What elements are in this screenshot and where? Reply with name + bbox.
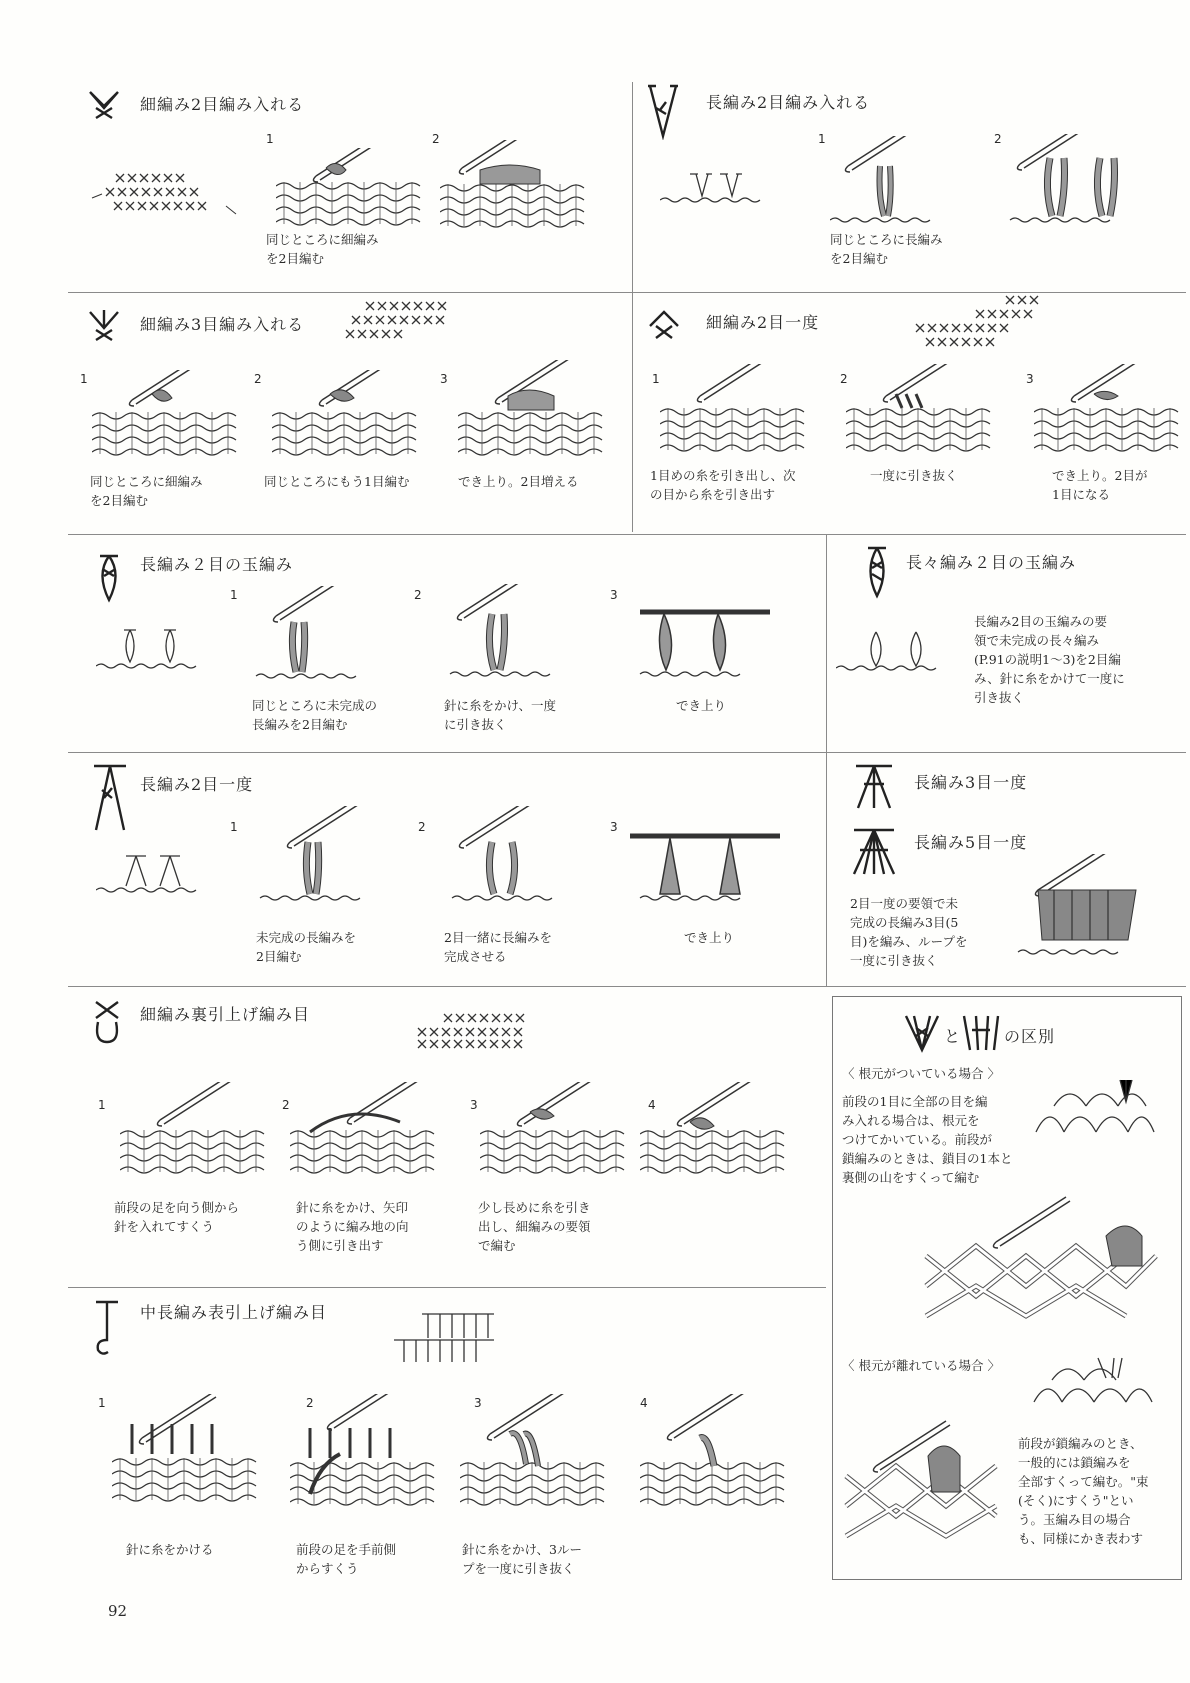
symbol-chart xyxy=(340,296,480,356)
step-illustration xyxy=(836,1416,1026,1560)
symbol-chart xyxy=(392,1004,552,1058)
step-caption: 少し長めに糸を引き 出し、細編みの要領 で編む xyxy=(478,1200,591,1253)
section-text: 2目一度の要領で未 完成の長編み3目(5 目)を編み、ループを 一度に引き抜く xyxy=(850,896,968,968)
step-caption: でき上り xyxy=(676,698,727,713)
step-caption: 同じところに細編み を2目編む xyxy=(266,232,379,266)
step-number: 2 xyxy=(432,132,440,146)
step-caption: 同じところにもう1目編む xyxy=(264,474,410,489)
step-caption: 同じところに細編み を2目編む xyxy=(90,474,203,508)
symbol-chart xyxy=(90,168,240,232)
section-text: 長編み2目の玉編みの要 領で未完成の長々編み (P.91の説明1～3)を2目編 み、針に糸をかけて一度に 引き抜く xyxy=(974,614,1125,705)
section-title: 長々編み２目の玉編み xyxy=(906,553,1077,572)
step-number: 3 xyxy=(474,1396,482,1410)
step-illustration xyxy=(1000,134,1170,238)
step-number: 1 xyxy=(230,588,238,602)
symbol-chart xyxy=(96,848,206,900)
step-caption: 針に糸をかけ、一度 に引き抜く xyxy=(444,698,557,732)
section-title: 長編み3目一度 xyxy=(914,773,1028,792)
sc-3-inc-symbol xyxy=(86,306,122,348)
step-caption: 未完成の長編みを 2目編む xyxy=(256,930,357,964)
section-text: 前段が鎖編みのとき、 一般的には鎖編みを 全部すくって編む。"束 (そく)にすくう"とい う。玉編み目の場合 も、同様にかき表わす xyxy=(1018,1436,1149,1546)
section-title: の区別 xyxy=(1004,1027,1056,1046)
step-caption: 針に糸をかける xyxy=(126,1542,214,1557)
symbol-chart xyxy=(836,626,946,678)
symbol-chart xyxy=(660,166,770,210)
tr-2-cluster-symbol xyxy=(862,540,892,604)
section-title: 長編み5目一度 xyxy=(914,833,1028,852)
step-number: 2 xyxy=(840,372,848,386)
step-number: 1 xyxy=(98,1396,106,1410)
step-illustration xyxy=(1008,854,1178,968)
step-illustration xyxy=(92,370,242,464)
section-title: 細編み2目一度 xyxy=(706,313,820,332)
step-number: 2 xyxy=(414,588,422,602)
section-title: 長編み2目一度 xyxy=(140,775,254,794)
section-title: 細編み2目編み入れる xyxy=(140,95,305,114)
section-text: 前段の1目に全部の目を編 み入れる場合は、根元を つけてかいている。前段が 鎖編みのときは、鎖目の1本と 裏側の山をすくって編む xyxy=(842,1094,1013,1185)
step-caption: 同じところに長編み を2目編む xyxy=(830,232,943,266)
step-number: 3 xyxy=(610,820,618,834)
step-number: 1 xyxy=(80,372,88,386)
step-caption: 前段の足を向う側から 針を入れてすくう xyxy=(114,1200,240,1234)
step-number: 2 xyxy=(418,820,426,834)
step-number: 3 xyxy=(1026,372,1034,386)
step-illustration xyxy=(290,1394,440,1528)
step-illustration xyxy=(640,1394,810,1528)
step-illustration xyxy=(630,584,780,688)
symbol-chart xyxy=(384,1310,504,1370)
dc-3-tog-symbol xyxy=(852,760,896,818)
step-illustration xyxy=(460,1394,620,1528)
hdc-front-post-symbol xyxy=(92,1296,122,1362)
step-illustration xyxy=(120,1082,270,1181)
subheading: 〈 根元がついている場合 〉 xyxy=(842,1066,1000,1081)
symbol-chart xyxy=(1028,1352,1158,1426)
step-illustration xyxy=(246,586,396,690)
step-illustration xyxy=(660,364,810,458)
step-illustration xyxy=(480,1082,630,1181)
step-illustration xyxy=(916,1196,1166,1340)
separate-base-symbol xyxy=(960,1010,1002,1058)
step-illustration xyxy=(442,806,592,910)
section-title: 細編み裏引上げ編み目 xyxy=(140,1005,311,1024)
section-title: 長編み２目の玉編み xyxy=(140,555,294,574)
page-number: 92 xyxy=(108,1602,128,1620)
step-illustration xyxy=(272,370,422,464)
step-illustration xyxy=(276,148,436,232)
step-caption: でき上り。2目増える xyxy=(458,474,579,489)
step-illustration xyxy=(640,1082,800,1181)
section-title: と xyxy=(944,1027,962,1046)
step-caption: 1目めの糸を引き出し、次 の目から糸を引き出す xyxy=(650,468,796,502)
step-illustration xyxy=(458,360,608,464)
step-number: 2 xyxy=(994,132,1002,146)
section-title: 長編み2目編み入れる xyxy=(706,93,871,112)
sc-2-tog-symbol xyxy=(646,306,682,346)
step-illustration xyxy=(830,136,960,240)
dc-2-tog-symbol xyxy=(90,760,130,840)
step-caption: でき上り。2目が 1目になる xyxy=(1052,468,1148,502)
step-number: 3 xyxy=(610,588,618,602)
symbol-chart xyxy=(96,624,206,676)
step-number: 4 xyxy=(640,1396,648,1410)
dc-5-tog-symbol xyxy=(850,824,898,884)
sc-2-inc-symbol xyxy=(86,86,122,126)
step-caption: 2目一緒に長編みを 完成させる xyxy=(444,930,552,964)
step-illustration xyxy=(440,584,590,688)
step-number: 2 xyxy=(306,1396,314,1410)
step-number: 1 xyxy=(818,132,826,146)
step-illustration xyxy=(846,364,996,458)
step-illustration xyxy=(250,806,400,910)
section-title: 中長編み表引上げ編み目 xyxy=(140,1303,328,1322)
step-caption: 針に糸をかけ、3ルー プを一度に引き抜く xyxy=(462,1542,582,1576)
step-illustration xyxy=(112,1394,272,1528)
step-number: 1 xyxy=(266,132,274,146)
dc-2-inc-symbol xyxy=(646,80,680,144)
step-number: 3 xyxy=(470,1098,478,1112)
sc-back-post-symbol xyxy=(90,996,124,1050)
step-illustration xyxy=(290,1082,440,1181)
joined-base-symbol xyxy=(902,1010,942,1058)
step-number: 2 xyxy=(282,1098,290,1112)
dc-2-cluster-symbol xyxy=(94,548,124,608)
symbol-chart xyxy=(1030,1072,1160,1156)
step-illustration xyxy=(440,140,600,234)
step-caption: でき上り xyxy=(684,930,735,945)
step-number: 4 xyxy=(648,1098,656,1112)
step-caption: 一度に引き抜く xyxy=(870,468,958,483)
subheading: 〈 根元が離れている場合 〉 xyxy=(842,1358,1000,1373)
symbol-chart xyxy=(900,290,1070,364)
step-caption: 前段の足を手前側 からすくう xyxy=(296,1542,397,1576)
section-title: 細編み3目編み入れる xyxy=(140,315,305,334)
step-number: 1 xyxy=(230,820,238,834)
step-number: 2 xyxy=(254,372,262,386)
step-illustration xyxy=(620,806,790,910)
step-number: 1 xyxy=(98,1098,106,1112)
step-number: 1 xyxy=(652,372,660,386)
step-caption: 針に糸をかけ、矢印 のように編み地の向 う側に引き出す xyxy=(296,1200,409,1253)
step-caption: 同じところに未完成の 長編みを2目編む xyxy=(252,698,378,732)
step-number: 3 xyxy=(440,372,448,386)
step-illustration xyxy=(1034,364,1184,458)
